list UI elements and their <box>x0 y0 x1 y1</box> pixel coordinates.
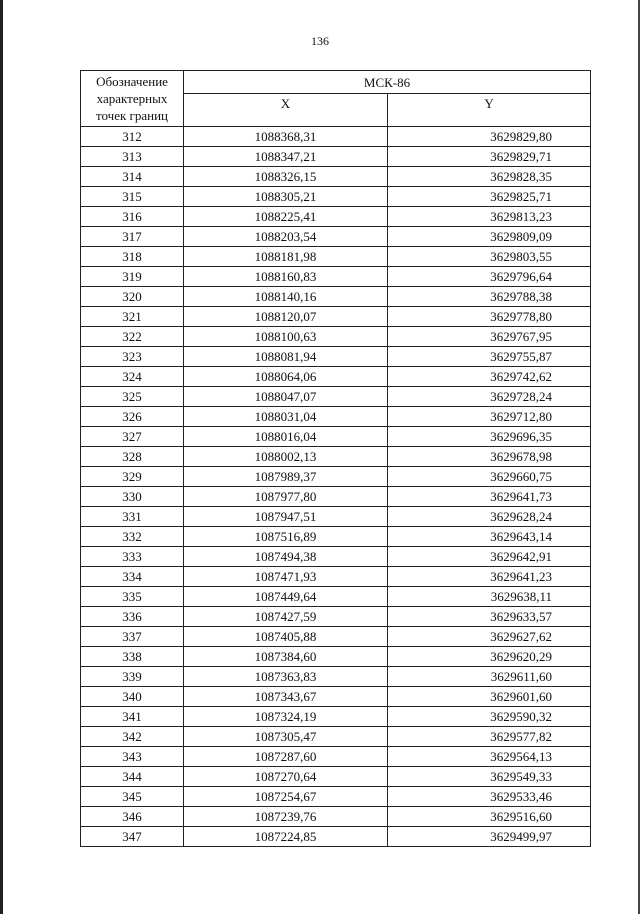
y-coordinate-cell: 3629641,73 <box>388 487 591 507</box>
table-row <box>81 707 591 727</box>
x-coordinate-cell: 1088140,16 <box>184 287 388 307</box>
table-row <box>81 127 591 147</box>
point-number-cell: 343 <box>81 747 184 767</box>
point-number-cell: 313 <box>81 147 184 167</box>
point-number-cell: 317 <box>81 227 184 247</box>
point-number-cell: 323 <box>81 347 184 367</box>
table-row <box>81 367 591 387</box>
y-coordinate-cell: 3629778,80 <box>388 307 591 327</box>
coordinates-table <box>80 70 591 847</box>
point-number-cell: 326 <box>81 407 184 427</box>
y-coordinate-cell: 3629611,60 <box>388 667 591 687</box>
y-coordinate-cell: 3629533,46 <box>388 787 591 807</box>
point-number-cell: 334 <box>81 567 184 587</box>
y-coordinate-cell: 3629577,82 <box>388 727 591 747</box>
y-coordinate-cell: 3629642,91 <box>388 547 591 567</box>
x-coordinate-cell: 1087224,85 <box>184 827 388 847</box>
point-number-cell: 322 <box>81 327 184 347</box>
x-coordinate-cell: 1088064,06 <box>184 367 388 387</box>
x-coordinate-cell: 1088326,15 <box>184 167 388 187</box>
point-number-cell: 314 <box>81 167 184 187</box>
scan-edge-left <box>0 0 3 914</box>
x-coordinate-cell: 1087324,19 <box>184 707 388 727</box>
table-row <box>81 467 591 487</box>
x-coordinate-cell: 1087947,51 <box>184 507 388 527</box>
x-coordinate-cell: 1087516,89 <box>184 527 388 547</box>
table-row <box>81 387 591 407</box>
x-coordinate-cell: 1087405,88 <box>184 627 388 647</box>
y-coordinate-cell: 3629643,14 <box>388 527 591 547</box>
x-coordinate-cell: 1088368,31 <box>184 127 388 147</box>
x-coordinate-cell: 1087270,64 <box>184 767 388 787</box>
x-coordinate-cell: 1087989,37 <box>184 467 388 487</box>
point-number-cell: 346 <box>81 807 184 827</box>
x-coordinate-cell: 1087427,59 <box>184 607 388 627</box>
point-number-cell: 325 <box>81 387 184 407</box>
point-number-cell: 340 <box>81 687 184 707</box>
table-row <box>81 147 591 167</box>
point-number-cell: 324 <box>81 367 184 387</box>
table-row <box>81 547 591 567</box>
table-row <box>81 447 591 467</box>
x-coordinate-cell: 1088225,41 <box>184 207 388 227</box>
y-coordinate-cell: 3629696,35 <box>388 427 591 447</box>
y-coordinate-cell: 3629828,35 <box>388 167 591 187</box>
header-y: Y <box>388 94 591 127</box>
y-coordinate-cell: 3629829,71 <box>388 147 591 167</box>
y-coordinate-cell: 3629755,87 <box>388 347 591 367</box>
x-coordinate-cell: 1087239,76 <box>184 807 388 827</box>
y-coordinate-cell: 3629796,64 <box>388 267 591 287</box>
table-row <box>81 227 591 247</box>
page-number: 136 <box>311 34 329 48</box>
table-row <box>81 327 591 347</box>
y-coordinate-cell: 3629767,95 <box>388 327 591 347</box>
point-number-cell: 336 <box>81 607 184 627</box>
y-coordinate-cell: 3629728,24 <box>388 387 591 407</box>
x-coordinate-cell: 1087449,64 <box>184 587 388 607</box>
x-coordinate-cell: 1087494,38 <box>184 547 388 567</box>
table-row <box>81 647 591 667</box>
point-number-cell: 320 <box>81 287 184 307</box>
y-coordinate-cell: 3629712,80 <box>388 407 591 427</box>
table-row <box>81 727 591 747</box>
y-coordinate-cell: 3629660,75 <box>388 467 591 487</box>
x-coordinate-cell: 1088081,94 <box>184 347 388 367</box>
x-coordinate-cell: 1088120,07 <box>184 307 388 327</box>
x-coordinate-cell: 1088181,98 <box>184 247 388 267</box>
x-coordinate-cell: 1088002,13 <box>184 447 388 467</box>
table-row <box>81 587 591 607</box>
table-row <box>81 207 591 227</box>
x-coordinate-cell: 1088160,83 <box>184 267 388 287</box>
point-number-cell: 342 <box>81 727 184 747</box>
x-coordinate-cell: 1087254,67 <box>184 787 388 807</box>
y-coordinate-cell: 3629825,71 <box>388 187 591 207</box>
y-coordinate-cell: 3629590,32 <box>388 707 591 727</box>
x-coordinate-cell: 1087977,80 <box>184 487 388 507</box>
point-number-cell: 315 <box>81 187 184 207</box>
point-number-cell: 332 <box>81 527 184 547</box>
y-coordinate-cell: 3629633,57 <box>388 607 591 627</box>
table-row <box>81 187 591 207</box>
point-number-cell: 341 <box>81 707 184 727</box>
point-number-cell: 321 <box>81 307 184 327</box>
x-coordinate-cell: 1088047,07 <box>184 387 388 407</box>
table-row <box>81 287 591 307</box>
point-number-cell: 338 <box>81 647 184 667</box>
header-coordinate-system: МСК-86 <box>184 71 591 94</box>
y-coordinate-cell: 3629627,62 <box>388 627 591 647</box>
y-coordinate-cell: 3629641,23 <box>388 567 591 587</box>
x-coordinate-cell: 1087287,60 <box>184 747 388 767</box>
x-coordinate-cell: 1088203,54 <box>184 227 388 247</box>
x-coordinate-cell: 1087305,47 <box>184 727 388 747</box>
table-row <box>81 167 591 187</box>
x-coordinate-cell: 1087343,67 <box>184 687 388 707</box>
table-row <box>81 427 591 447</box>
table-row <box>81 687 591 707</box>
table-row <box>81 347 591 367</box>
point-number-cell: 318 <box>81 247 184 267</box>
y-coordinate-cell: 3629638,11 <box>388 587 591 607</box>
y-coordinate-cell: 3629809,09 <box>388 227 591 247</box>
table-row <box>81 627 591 647</box>
x-coordinate-cell: 1087471,93 <box>184 567 388 587</box>
table-row <box>81 407 591 427</box>
table-row <box>81 247 591 267</box>
y-coordinate-cell: 3629678,98 <box>388 447 591 467</box>
x-coordinate-cell: 1087384,60 <box>184 647 388 667</box>
table-row <box>81 787 591 807</box>
table-row <box>81 827 591 847</box>
y-coordinate-cell: 3629620,29 <box>388 647 591 667</box>
y-coordinate-cell: 3629829,80 <box>388 127 591 147</box>
y-coordinate-cell: 3629803,55 <box>388 247 591 267</box>
header-point-designation: Обозначение характерных точек границ <box>81 71 184 127</box>
y-coordinate-cell: 3629813,23 <box>388 207 591 227</box>
table-row <box>81 487 591 507</box>
x-coordinate-cell: 1087363,83 <box>184 667 388 687</box>
point-number-cell: 328 <box>81 447 184 467</box>
y-coordinate-cell: 3629549,33 <box>388 767 591 787</box>
x-coordinate-cell: 1088016,04 <box>184 427 388 447</box>
point-number-cell: 339 <box>81 667 184 687</box>
table-row <box>81 607 591 627</box>
table-row <box>81 807 591 827</box>
table-body <box>81 127 591 847</box>
y-coordinate-cell: 3629788,38 <box>388 287 591 307</box>
point-number-cell: 327 <box>81 427 184 447</box>
table-row <box>81 507 591 527</box>
table-row <box>81 747 591 767</box>
point-number-cell: 329 <box>81 467 184 487</box>
x-coordinate-cell: 1088305,21 <box>184 187 388 207</box>
y-coordinate-cell: 3629516,60 <box>388 807 591 827</box>
table-row <box>81 767 591 787</box>
table-row <box>81 527 591 547</box>
table-row <box>81 567 591 587</box>
point-number-cell: 316 <box>81 207 184 227</box>
table-row <box>81 667 591 687</box>
header-x: X <box>184 94 388 127</box>
y-coordinate-cell: 3629499,97 <box>388 827 591 847</box>
table-row <box>81 307 591 327</box>
point-number-cell: 344 <box>81 767 184 787</box>
y-coordinate-cell: 3629628,24 <box>388 507 591 527</box>
x-coordinate-cell: 1088347,21 <box>184 147 388 167</box>
point-number-cell: 333 <box>81 547 184 567</box>
point-number-cell: 345 <box>81 787 184 807</box>
point-number-cell: 319 <box>81 267 184 287</box>
point-number-cell: 330 <box>81 487 184 507</box>
table-row <box>81 267 591 287</box>
y-coordinate-cell: 3629601,60 <box>388 687 591 707</box>
y-coordinate-cell: 3629564,13 <box>388 747 591 767</box>
x-coordinate-cell: 1088031,04 <box>184 407 388 427</box>
point-number-cell: 347 <box>81 827 184 847</box>
point-number-cell: 312 <box>81 127 184 147</box>
y-coordinate-cell: 3629742,62 <box>388 367 591 387</box>
point-number-cell: 335 <box>81 587 184 607</box>
point-number-cell: 337 <box>81 627 184 647</box>
point-number-cell: 331 <box>81 507 184 527</box>
x-coordinate-cell: 1088100,63 <box>184 327 388 347</box>
